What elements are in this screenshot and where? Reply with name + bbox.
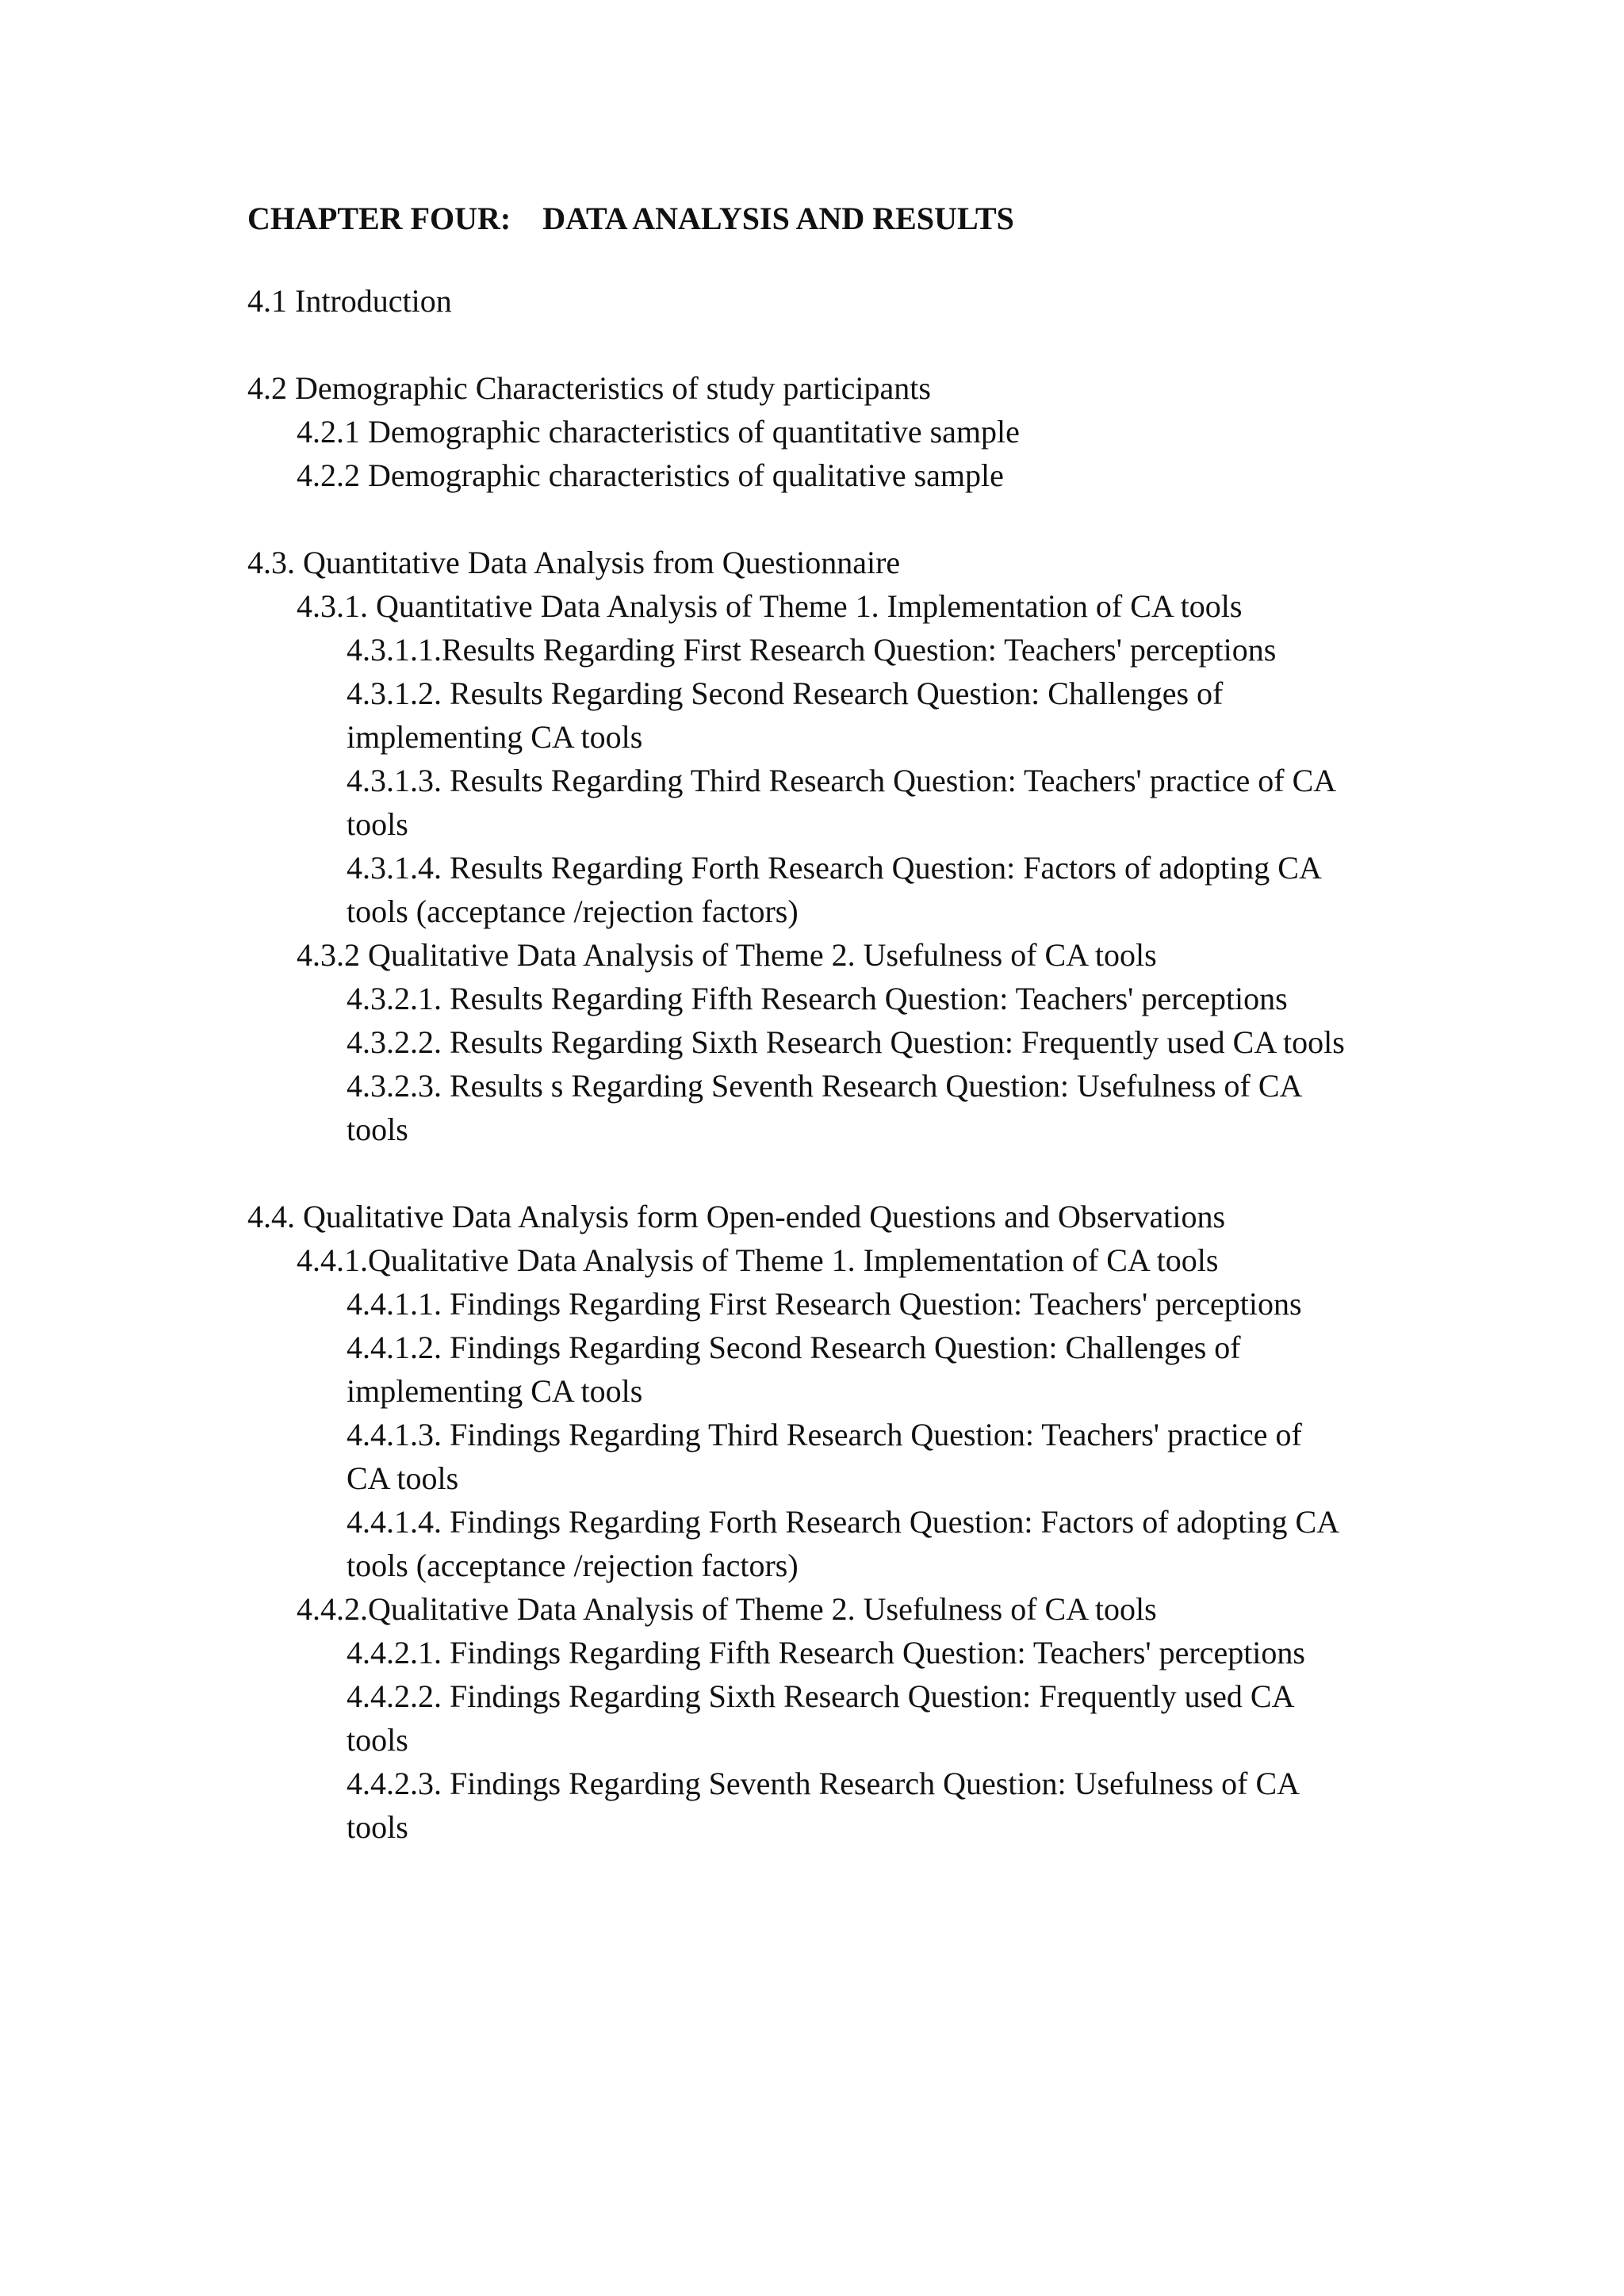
toc-entry-4-4-1: 4.4.1.Qualitative Data Analysis of Theme 1. Implementation of CA tools [297, 1242, 1219, 1278]
toc-entry-4-4-2-2: 4.4.2.2. Findings Regarding Sixth Research Question: Frequently used CA [347, 1678, 1295, 1714]
toc-entry-4-4: 4.4. Qualitative Data Analysis form Open-ended Questions and Observations [247, 1199, 1226, 1234]
toc-entry-4-3-2: 4.3.2 Qualitative Data Analysis of Theme 2. Usefulness of CA tools [297, 937, 1157, 973]
toc-entry-4-4-1-1: 4.4.1.1. Findings Regarding First Research Question: Teachers' perceptions [347, 1286, 1302, 1322]
toc-entry-4-3-1-2-cont: implementing CA tools [347, 719, 643, 755]
toc-entry-4-1: 4.1 Introduction [247, 283, 452, 319]
toc-entry-4-3-2-2: 4.3.2.2. Results Regarding Sixth Research Question: Frequently used CA tools [347, 1024, 1345, 1060]
toc-entry-4-3-1-3-cont: tools [347, 806, 408, 842]
toc-entry-4-2: 4.2 Demographic Characteristics of study participants [247, 370, 931, 406]
toc-entry-4-4-2-3-cont: tools [347, 1809, 408, 1845]
toc-entry-4-4-1-2-cont: implementing CA tools [347, 1373, 643, 1409]
section-gap [247, 323, 1405, 366]
toc-entry-4-4-2: 4.4.2.Qualitative Data Analysis of Theme 2. Usefulness of CA tools [297, 1591, 1157, 1627]
toc-entry-4-3-1-1: 4.3.1.1.Results Regarding First Research Question: Teachers' perceptions [347, 632, 1277, 668]
toc-entry-4-4-1-3: 4.4.1.3. Findings Regarding Third Research Question: Teachers' practice of [347, 1417, 1302, 1452]
toc-entry-4-4-2-1: 4.4.2.1. Findings Regarding Fifth Research Question: Teachers' perceptions [347, 1635, 1305, 1670]
toc-entry-4-3-1-3: 4.3.1.3. Results Regarding Third Research Question: Teachers' practice of CA [347, 763, 1337, 798]
toc-entry-4-2-1: 4.2.1 Demographic characteristics of quantitative sample [297, 414, 1020, 450]
toc-entry-4-3-1-2: 4.3.1.2. Results Regarding Second Research Question: Challenges of [347, 675, 1224, 711]
toc-entry-4-3-1-4-cont: tools (acceptance /rejection factors) [347, 894, 799, 929]
toc-entry-4-3-2-3: 4.3.2.3. Results s Regarding Seventh Research Question: Usefulness of CA [347, 1068, 1303, 1104]
toc-entry-4-4-1-2: 4.4.1.2. Findings Regarding Second Research Question: Challenges of [347, 1330, 1241, 1365]
toc-entry-4-4-2-3: 4.4.2.3. Findings Regarding Seventh Research Question: Usefulness of CA [347, 1766, 1300, 1801]
section-gap [247, 1151, 1405, 1195]
toc-entry-4-3-1-4: 4.3.1.4. Results Regarding Forth Research Question: Factors of adopting CA [347, 850, 1322, 886]
toc-entry-4-4-1-4: 4.4.1.4. Findings Regarding Forth Research Question: Factors of adopting CA [347, 1504, 1340, 1540]
section-gap [247, 497, 1405, 541]
toc-entry-4-3: 4.3. Quantitative Data Analysis from Questionnaire [247, 545, 901, 580]
chapter-title: CHAPTER FOUR: DATA ANALYSIS AND RESULTS [247, 201, 1014, 236]
table-of-contents [247, 279, 1405, 1849]
toc-entry-4-3-2-3-cont: tools [347, 1112, 408, 1147]
toc-entry-4-4-1-4-cont: tools (acceptance /rejection factors) [347, 1548, 799, 1583]
toc-entry-4-3-2-1: 4.3.2.1. Results Regarding Fifth Research Question: Teachers' perceptions [347, 981, 1288, 1016]
toc-entry-4-2-2: 4.2.2 Demographic characteristics of qualitative sample [297, 457, 1004, 493]
toc-entry-4-4-1-3-cont: CA tools [347, 1460, 459, 1496]
toc-entry-4-4-2-2-cont: tools [347, 1722, 408, 1758]
toc-entry-4-3-1: 4.3.1. Quantitative Data Analysis of Theme 1. Implementation of CA tools [297, 588, 1243, 624]
